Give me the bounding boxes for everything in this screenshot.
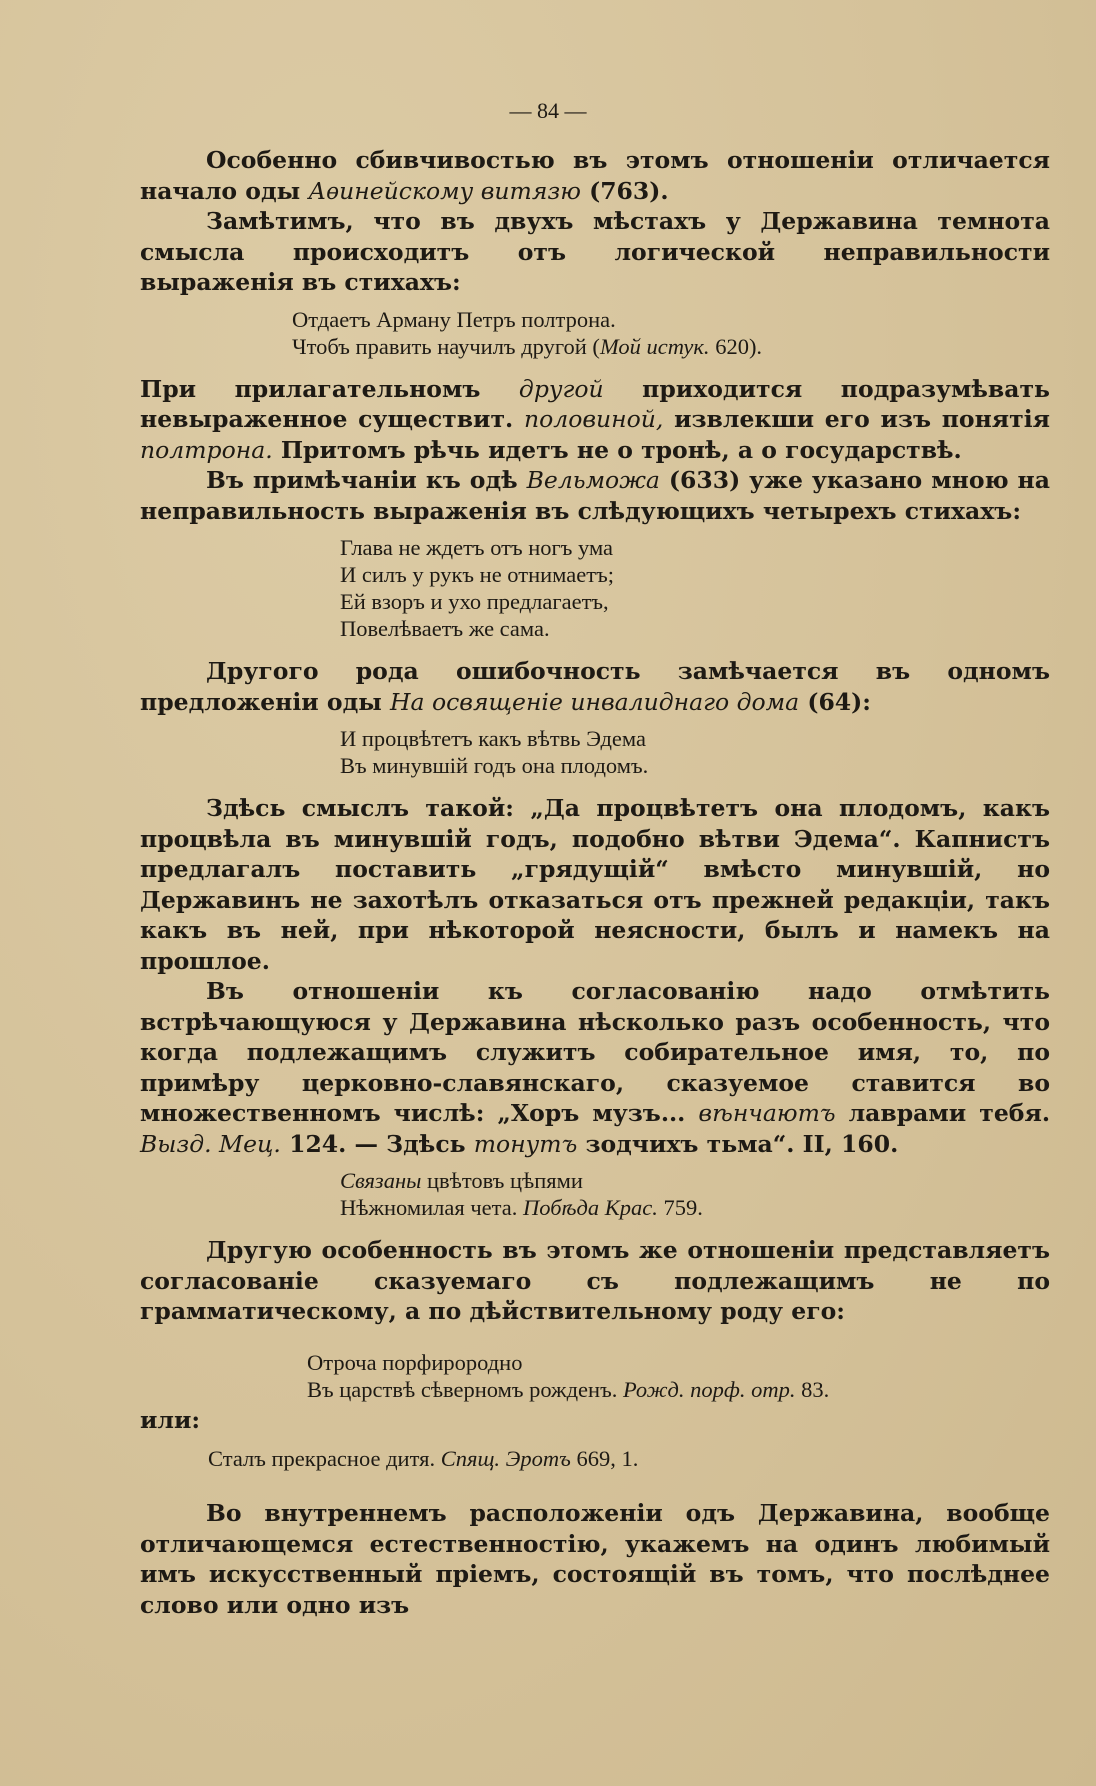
paragraph-8: Другую особенность въ этомъ же отношенiи представляетъ согласованiе сказуемаго съ подлежащимъ не по грамматическому, а по дѣйствительному роду его: xyxy=(140,1236,1050,1325)
verse-quote-4 xyxy=(140,1167,1050,1221)
verse-line: Ей взоръ и ухо предлагаетъ, xyxy=(340,589,609,614)
paragraph-text: Въ примѣчанiи къ одѣ xyxy=(206,466,527,494)
verse-line: Отроча порфирородно xyxy=(307,1349,523,1375)
paragraph-text: лаврами тебя. xyxy=(835,1099,1050,1127)
verse-quote-5 xyxy=(140,1349,1050,1403)
paragraph-5 xyxy=(140,656,1050,717)
ode-title: Аѳинейскому витязю xyxy=(308,176,581,205)
verse-text: 83. xyxy=(795,1376,830,1402)
paragraph-text: (64): xyxy=(799,687,871,716)
paragraph-text: (633) уже указано мною на неправильность выраженiя въ слѣдующихъ четырехъ стихахъ: xyxy=(140,466,1050,525)
verse-quote-6 xyxy=(140,1445,1050,1472)
paragraph-9: Во внутреннемъ расположенiи одъ Державина, вообще отличающемся естественностiю, укажемъ на одинъ любимый имъ искусственный прiемъ, состоящiй въ томъ, что послѣднее слово или одно изъ xyxy=(140,1499,1050,1619)
emphasis: Связаны xyxy=(340,1168,422,1193)
source-ref: Вызд. Мец. xyxy=(140,1129,281,1158)
verse-line xyxy=(208,1445,1050,1472)
verse-text: 620). xyxy=(709,333,763,359)
page-body xyxy=(140,145,1050,1620)
ode-title: Вельможа xyxy=(526,466,660,494)
emphasis: половиной, xyxy=(523,405,664,433)
paragraph-4 xyxy=(140,465,1050,526)
paragraph-text: Въ отношенiи къ согласованiю надо отмѣтить встрѣчающуюся у Державина нѣсколько разъ особенность, что когда подлежащимъ служитъ собирательное имя, то, по примѣру церковно-славянскаго, сказуемое ставится во множественномъ числѣ: „Хоръ музъ... xyxy=(140,977,1050,1127)
verse-line: Глава не ждетъ отъ ногъ ума xyxy=(340,535,614,560)
paragraph-2: Замѣтимъ, что въ двухъ мѣстахъ у Державина темнота смысла происходитъ отъ логической неправильности выраженiя въ стихахъ: xyxy=(140,207,1050,296)
paragraph-3 xyxy=(140,374,1050,466)
emphasis: тонутъ xyxy=(473,1129,578,1158)
verse-quote-2 xyxy=(140,534,1050,642)
page-number: — 84 — xyxy=(509,98,587,123)
verse-line: И процвѣтетъ какъ вѣтвь Эдема xyxy=(340,726,646,751)
verse-line: И силъ у рукъ не отнимаетъ; xyxy=(340,562,614,587)
verse-text: Чтобъ править научилъ другой ( xyxy=(292,333,600,359)
connector-word: или: xyxy=(140,1405,201,1434)
paragraph-text: Особенно сбивчивостью въ этомъ отношенiи отличается начало оды xyxy=(140,146,1050,205)
paragraph-7 xyxy=(140,976,1050,1159)
verse-line xyxy=(340,1194,1050,1221)
source-ref: Спящ. Эротъ xyxy=(440,1446,571,1471)
ode-title: На освященiе инвалиднаго дома xyxy=(390,687,800,716)
paragraph-1 xyxy=(140,145,1050,206)
paragraph-text: приходится подразумѣвать невыраженное существит. xyxy=(140,374,1050,433)
verse-quote-1 xyxy=(140,306,1050,360)
verse-text: Нѣжномилая чета. xyxy=(340,1195,523,1220)
paragraph-text: извлекши его изъ понятiя xyxy=(663,405,1050,433)
verse-line: Повелѣваетъ же сама. xyxy=(340,616,550,641)
emphasis: вѣнчаютъ xyxy=(698,1099,836,1127)
verse-quote-3 xyxy=(140,725,1050,779)
verse-text: 669, 1. xyxy=(570,1446,639,1471)
emphasis: другой xyxy=(518,374,604,403)
verse-text: Въ царствѣ сѣверномъ рожденъ. xyxy=(307,1376,623,1402)
verse-line xyxy=(307,1376,1050,1403)
emphasis: полтрона. xyxy=(140,435,273,464)
verse-line xyxy=(292,333,1050,360)
paragraph-text: Притомъ рѣчь идетъ не о тронѣ, а о государствѣ. xyxy=(272,435,962,464)
paragraph-text: 124. — Здѣсь xyxy=(280,1129,474,1158)
verse-line xyxy=(340,1167,1050,1194)
source-ref: Рожд. порф. отр. xyxy=(622,1376,796,1402)
paragraph-text: (763). xyxy=(580,176,669,205)
paragraph-text: зодчихъ тьма“. II, 160. xyxy=(577,1129,899,1158)
verse-line: Въ минувшiй годъ она плодомъ. xyxy=(340,753,649,778)
source-ref: Побѣда Крас. xyxy=(523,1195,658,1220)
verse-text: цвѣтовъ цѣпями xyxy=(421,1168,583,1193)
source-ref: Мой истук. xyxy=(599,333,710,359)
paragraph-text: При прилагательномъ xyxy=(140,374,519,403)
paragraph-6: Здѣсь смыслъ такой: „Да процвѣтетъ она плодомъ, какъ процвѣла въ минувшiй годъ, подобно вѣтви Эдема“. Капнистъ предлагалъ поставить „грядущiй“ вмѣсто минувшiй, но Державинъ не захотѣлъ отказаться отъ прежней редакцiи, такъ какъ въ ней, при нѣкоторой неясности, былъ и намекъ на прошлое. xyxy=(140,794,1050,975)
verse-line: Отдаетъ Арману Петръ полтрона. xyxy=(292,306,616,332)
verse-text: 759. xyxy=(657,1195,703,1220)
verse-text: Сталъ прекрасное дитя. xyxy=(208,1446,441,1471)
paragraph-text: Другого рода ошибочность замѣчается въ одномъ предложенiи оды xyxy=(140,657,1050,716)
